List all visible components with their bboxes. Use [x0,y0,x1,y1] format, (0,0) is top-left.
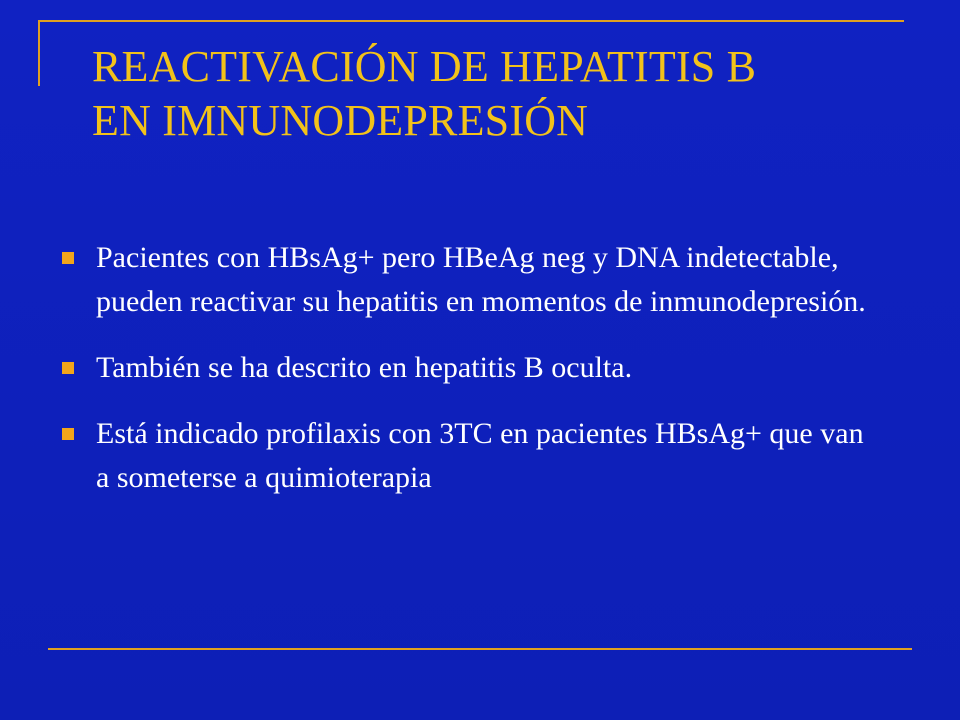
bullet-text: Está indicado profilaxis con 3TC en pacientes HBsAg+ que van a someterse a quimioterapia [96,417,864,494]
title-line-1: REACTIVACIÓN DE HEPATITIS B [92,42,757,91]
top-accent-rule [38,20,904,22]
bullet-list [60,236,880,522]
title-line-2: EN IMNUNODEPRESIÓN [92,96,589,145]
square-bullet-icon [62,252,74,264]
bullet-text: Pacientes con HBsAg+ pero HBeAg neg y DNA indetectable, pueden reactivar su hepatitis en momentos de inmunodepresión. [96,241,866,318]
square-bullet-icon [62,362,74,374]
square-bullet-icon [62,428,74,440]
left-accent-rule [38,20,40,86]
bottom-accent-rule [48,648,912,650]
bullet-item [60,346,880,390]
slide-title [92,40,912,148]
bullet-item [60,236,880,324]
bullet-item [60,412,880,500]
bullet-text: También se ha descrito en hepatitis B oculta. [96,351,633,384]
